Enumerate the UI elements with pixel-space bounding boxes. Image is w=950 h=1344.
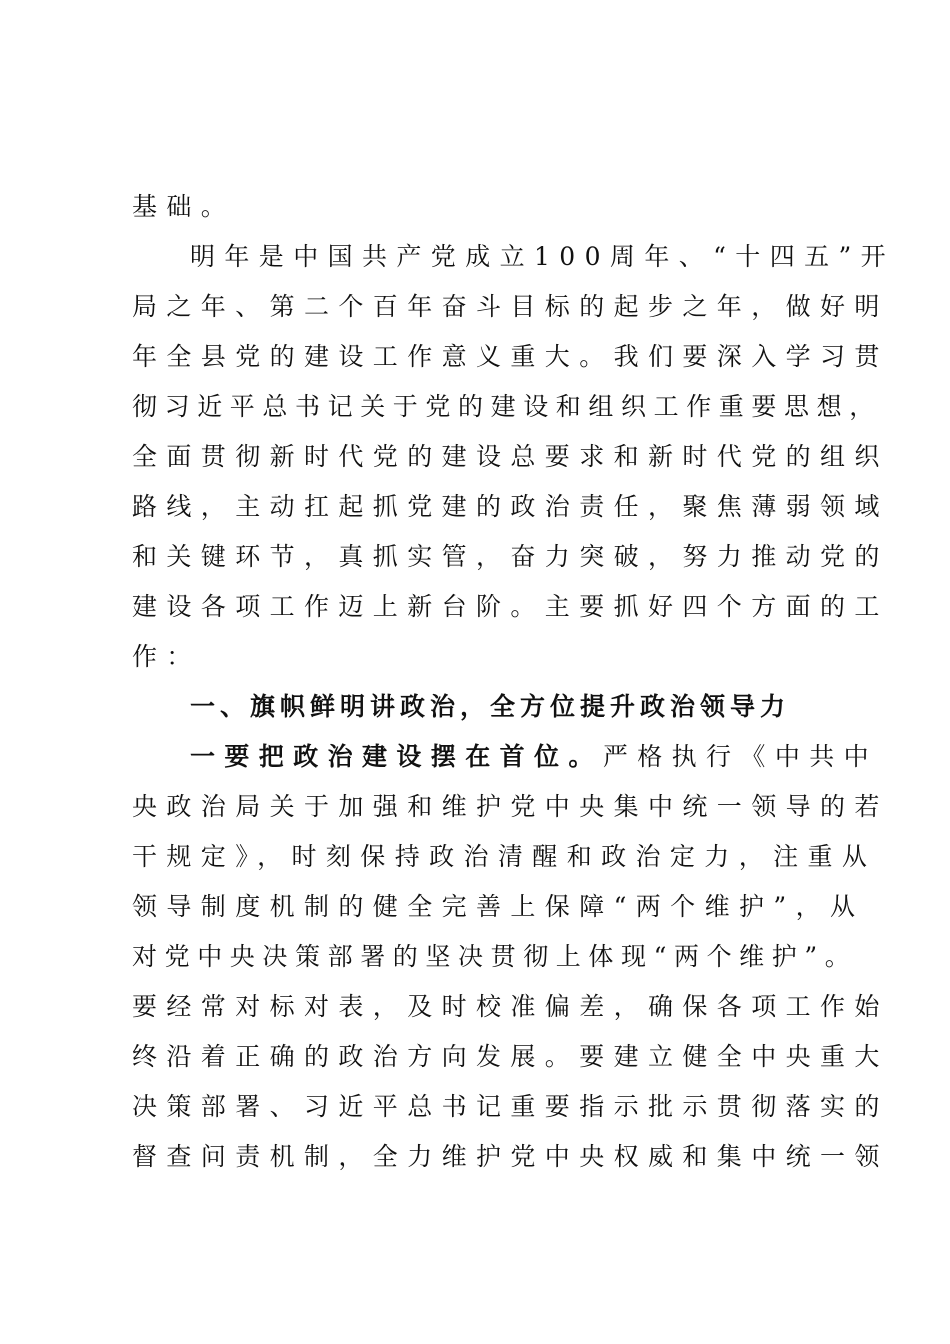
para2-line-5: 要经常对标对表，及时校准偏差，确保各项工作始 [132,992,889,1021]
text-line-2: 明年是中国共产党成立100周年、“十四五”开 [190,242,896,271]
para2-line-7: 决策部署、习近平总书记重要指示批示贯彻落实的 [132,1092,889,1121]
text-line-5: 彻习近平总书记关于党的建设和组织工作重要思想， [132,392,882,421]
section-heading: 一、旗帜鲜明讲政治，全方位提升政治领导力 [190,692,791,721]
para2-first-rest: 严格执行《中共中 [602,742,879,771]
text-line-4: 年全县党的建设工作意义重大。我们要深入学习贯 [132,342,889,371]
para2-line-2: 干规定》，时刻保持政治清醒和政治定力，注重从 [132,842,877,871]
para2-line-3: 领导制度机制的健全完善上保障“两个维护”，从 [132,892,865,921]
text-line-10: 作： [132,642,201,671]
para2-lead: 一要把政治建设摆在首位。 [190,742,603,771]
para2-line-1: 央政治局关于加强和维护党中央集中统一领导的若 [132,792,889,821]
para2-first-line [190,740,879,774]
text-line-6: 全面贯彻新时代党的建设总要求和新时代党的组织 [132,442,889,471]
text-line-8: 和关键环节，真抓实管，奋力突破，努力推动党的 [132,542,889,571]
para2-line-8: 督查问责机制，全力维护党中央权威和集中统一领 [132,1142,889,1171]
text-line-9: 建设各项工作迈上新台阶。主要抓好四个方面的工 [132,592,889,621]
para2-line-6: 终沿着正确的政治方向发展。要建立健全中央重大 [132,1042,889,1071]
text-line-3: 局之年、第二个百年奋斗目标的起步之年，做好明 [132,292,889,321]
text-line-7: 路线，主动扛起抓党建的政治责任，聚焦薄弱领域 [132,492,889,521]
text-line-1: 基础。 [132,192,236,221]
para2-line-4: 对党中央决策部署的坚决贯彻上体现“两个维护”。 [132,942,858,971]
